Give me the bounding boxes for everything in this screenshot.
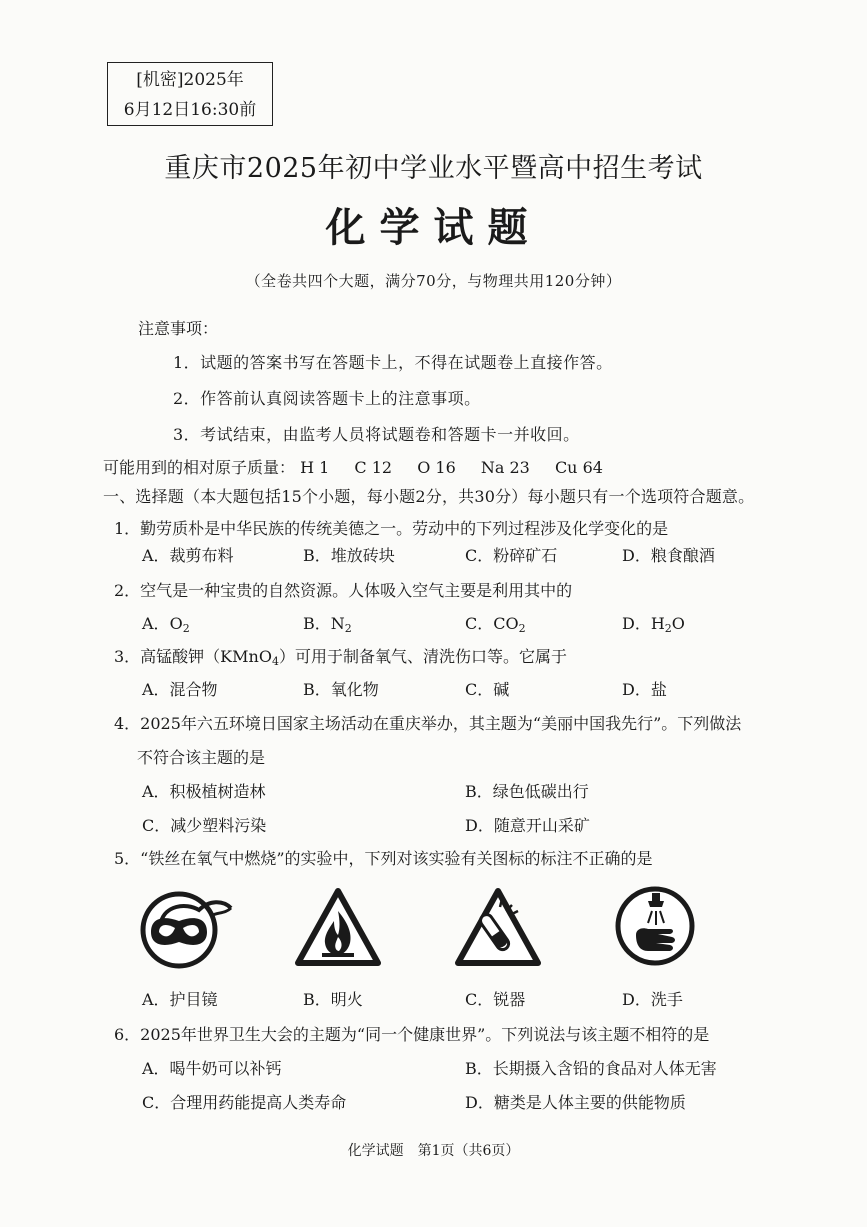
- question-2-option-a: [142, 611, 190, 635]
- question-5-option-d: D．洗手: [622, 990, 683, 1009]
- notice-item-1: 1．试题的答案书写在答题卡上，不得在试题卷上直接作答。: [173, 353, 613, 372]
- confidential-stamp: [107, 62, 273, 126]
- notice-item-2: 2．作答前认真阅读答题卡上的注意事项。: [173, 389, 481, 408]
- open-flame-icon: [292, 885, 384, 971]
- question-6-option-b: B．长期摄入含铅的食品对人体无害: [465, 1059, 717, 1078]
- question-1-option-c: C．粉碎矿石: [465, 546, 558, 565]
- question-2-option-d-formula: H: [650, 614, 665, 633]
- question-2-option-c-letter: C．: [465, 614, 494, 633]
- subject-title: 化学试题: [325, 204, 542, 251]
- page-footer: 化学试题 第1页（共6页）: [347, 1143, 520, 1159]
- question-2-option-c-sub: 2: [518, 622, 526, 635]
- confidential-line-1: [机密]2025年: [136, 70, 244, 90]
- question-5-option-c: C．锐器: [465, 990, 526, 1009]
- question-2-option-a-formula: O: [169, 614, 183, 633]
- atomic-mass-h: H 1: [300, 458, 330, 477]
- question-4-option-d: D．随意开山采矿: [465, 816, 590, 835]
- question-4-option-a: A．积极植树造林: [142, 782, 266, 801]
- goggles-icon: [137, 888, 237, 972]
- question-2-option-d-letter: D．: [622, 614, 651, 633]
- question-5-stem: 5．“铁丝在氧气中燃烧”的实验中，下列对该实验有关图标的标注不正确的是: [114, 849, 653, 868]
- question-1-option-a: A．裁剪布料: [142, 546, 234, 565]
- question-2-option-d: [622, 611, 685, 635]
- question-2-stem: 2．空气是一种宝贵的自然资源。人体吸入空气主要是利用其中的: [114, 581, 573, 600]
- question-3-stem: [114, 644, 567, 668]
- notice-heading: 注意事项：: [138, 319, 219, 338]
- question-2-option-d-sub: 2: [664, 622, 672, 635]
- question-2-option-d-after: O: [671, 614, 685, 633]
- question-6-stem: 6．2025年世界卫生大会的主题为“同一个健康世界”。下列说法与该主题不相符的是: [114, 1025, 710, 1044]
- question-5-option-b: B．明火: [303, 990, 363, 1009]
- question-1-option-d: D．粮食酿酒: [622, 546, 715, 565]
- question-3-stem-pre: 3．高锰酸钾（KMnO: [114, 647, 272, 666]
- section-heading: 一、选择题（本大题包括15个小题，每小题2分，共30分）每小题只有一个选项符合题意。: [103, 487, 755, 506]
- question-4-option-b: B．绿色低碳出行: [465, 782, 589, 801]
- question-2-option-b-letter: B．: [303, 614, 331, 633]
- atomic-masses: [103, 455, 603, 478]
- wash-hands-icon: [612, 883, 698, 969]
- exam-info: （全卷共四个大题，满分70分，与物理共用120分钟）: [245, 272, 622, 290]
- question-2-option-c-formula: CO: [493, 614, 519, 633]
- exam-title: 重庆市2025年初中学业水平暨高中招生考试: [164, 153, 703, 184]
- question-6-option-c: C．合理用药能提高人类寿命: [142, 1093, 347, 1112]
- question-1-stem: 1．勤劳质朴是中华民族的传统美德之一。劳动中的下列过程涉及化学变化的是: [114, 519, 669, 538]
- question-2-option-c: [465, 611, 526, 635]
- atomic-mass-o: O 16: [417, 458, 456, 477]
- question-2-option-a-letter: A．: [142, 614, 170, 633]
- question-2-option-b: [303, 611, 352, 635]
- notice-item-3: 3．考试结束，由监考人员将试题卷和答题卡一并收回。: [173, 425, 580, 444]
- question-3-option-d: D．盐: [622, 680, 667, 699]
- question-3-stem-sub: 4: [271, 655, 279, 668]
- question-6-option-d: D．糖类是人体主要的供能物质: [465, 1093, 686, 1112]
- question-6-option-a: A．喝牛奶可以补钙: [142, 1059, 282, 1078]
- atomic-mass-cu: Cu 64: [554, 458, 603, 477]
- question-3-option-a: A．混合物: [142, 680, 218, 699]
- atomic-mass-c: C 12: [354, 458, 393, 477]
- question-4-stem: 4．2025年六五环境日国家主场活动在重庆举办，其主题为“美丽中国我先行”。下列做法: [114, 714, 742, 733]
- question-1-option-b: B．堆放砖块: [303, 546, 395, 565]
- confidential-line-2: 6月12日16:30前: [123, 100, 257, 120]
- sharp-object-icon: [452, 885, 544, 971]
- question-2-option-b-sub: 2: [344, 622, 352, 635]
- question-3-stem-post: ）可用于制备氧气、清洗伤口等。它属于: [278, 647, 567, 666]
- question-3-option-c: C．碱: [465, 680, 510, 699]
- atomic-masses-label: 可能用到的相对原子质量：: [103, 458, 296, 477]
- question-2-option-a-sub: 2: [182, 622, 190, 635]
- question-2-option-b-formula: N: [330, 614, 345, 633]
- question-4-option-c: C．减少塑料污染: [142, 816, 267, 835]
- atomic-mass-na: Na 23: [480, 458, 530, 477]
- question-3-option-b: B．氧化物: [303, 680, 379, 699]
- question-5-option-a: A．护目镜: [142, 990, 218, 1009]
- question-4-stem-line2: 不符合该主题的是: [137, 748, 266, 767]
